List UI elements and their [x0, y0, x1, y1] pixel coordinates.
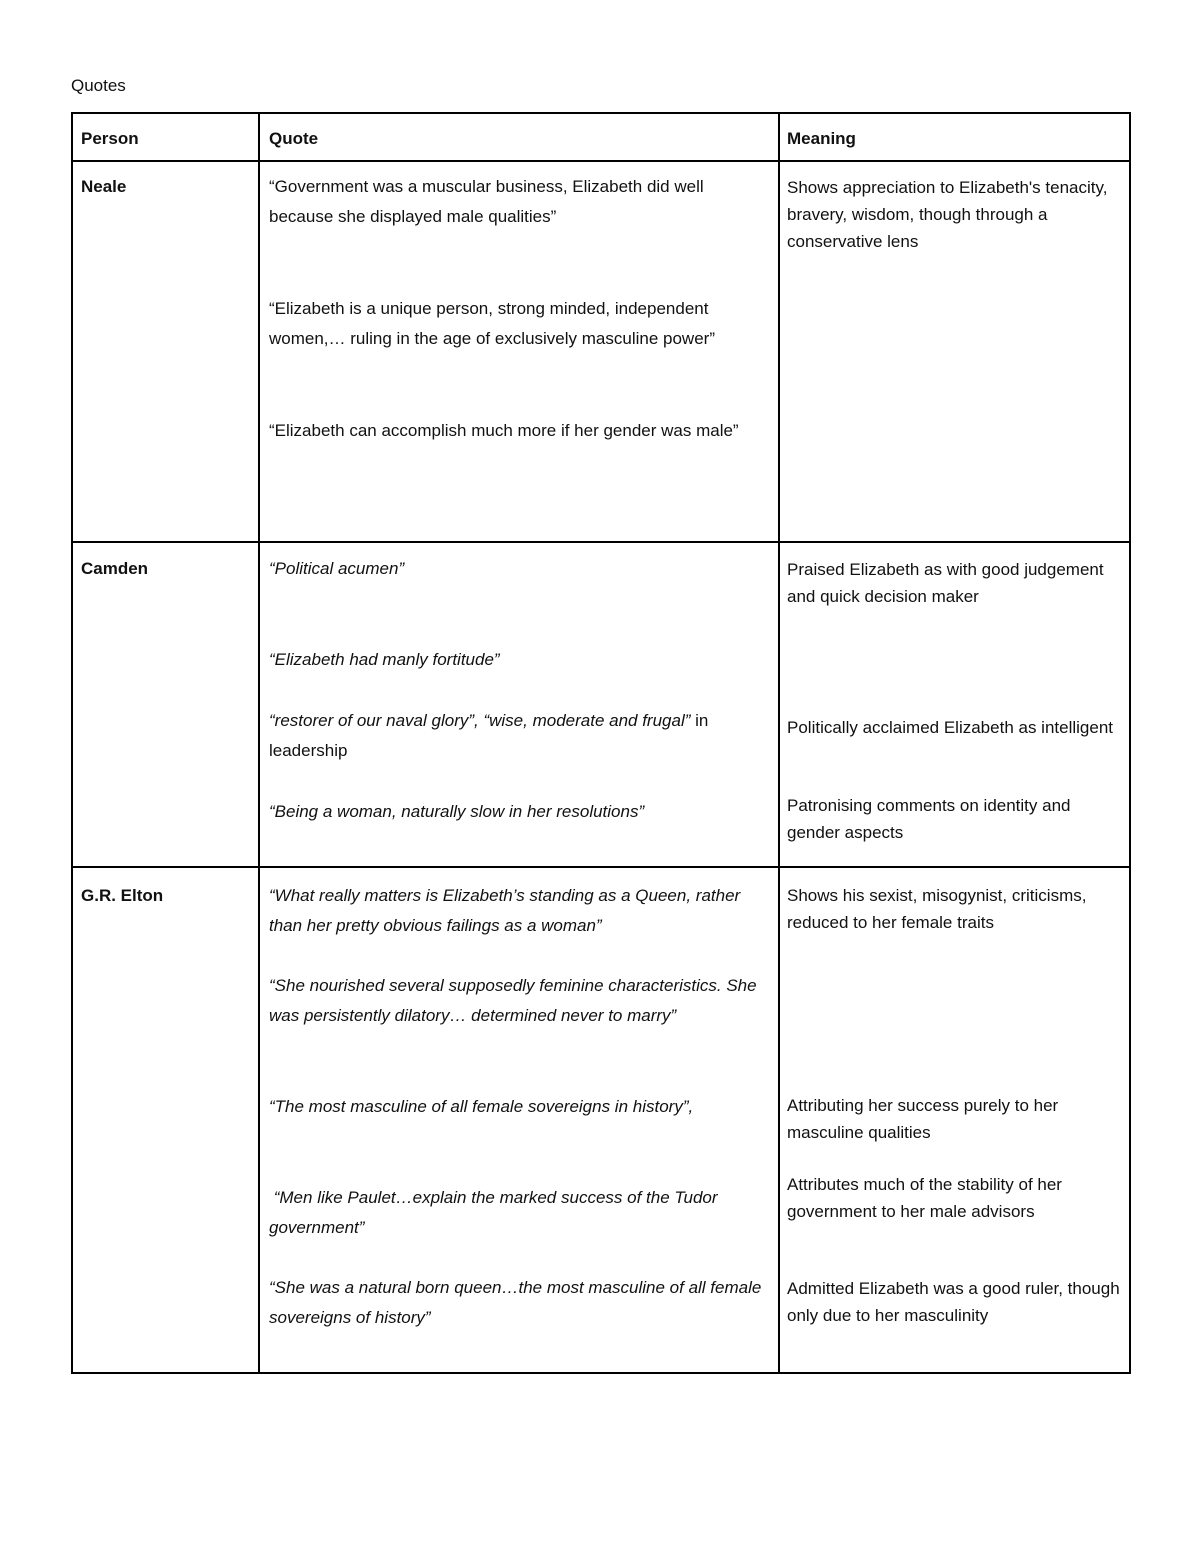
person-elton: G.R. Elton	[81, 886, 164, 905]
person-neale: Neale	[81, 177, 127, 196]
quote-text: “She was a natural born queen…the most masculine of all female sovereigns of history”	[269, 1278, 762, 1327]
quotes-table	[71, 112, 1131, 1374]
quote-text: “What really matters is Elizabeth’s standing as a Queen, rather than her pretty obvious failings as a woman”	[269, 886, 741, 935]
quote-text: “The most masculine of all female sovereigns in history”,	[269, 1097, 694, 1116]
person-camden: Camden	[81, 559, 149, 578]
quote-text: “Men like Paulet…explain the marked success of the Tudor government”	[269, 1188, 723, 1237]
meaning-text: Politically acclaimed Elizabeth as intelligent	[787, 718, 1113, 737]
quote-italic-part: “restorer of our naval glory”, “wise, moderate and frugal”	[269, 711, 691, 730]
page-title: Quotes	[71, 76, 126, 95]
meaning-text: Shows appreciation to Elizabeth's tenacity, bravery, wisdom, though through a conservative lens	[787, 178, 1108, 251]
row-divider	[73, 160, 1129, 162]
header-meaning: Meaning	[787, 129, 856, 148]
column-divider	[778, 114, 780, 1372]
quote-plain-part: in leadership	[269, 711, 709, 760]
column-divider	[258, 114, 260, 1372]
meaning-text: Admitted Elizabeth was a good ruler, though only due to her masculinity	[787, 1279, 1120, 1325]
row-divider	[73, 866, 1129, 868]
meaning-text: Attributes much of the stability of her government to her male advisors	[787, 1175, 1062, 1221]
quote-text: “Political acumen”	[269, 559, 405, 578]
meaning-text: Attributing her success purely to her masculine qualities	[787, 1096, 1059, 1142]
row-divider	[73, 541, 1129, 543]
quote-text: “She nourished several supposedly feminine characteristics. She was persistently dilatory… determined never to marry”	[269, 976, 757, 1025]
header-person: Person	[81, 129, 139, 148]
quote-text: “Government was a muscular business, Elizabeth did well because she displayed male qualities”	[269, 177, 704, 226]
quote-text: “Being a woman, naturally slow in her resolutions”	[269, 802, 645, 821]
quote-text	[269, 706, 739, 766]
meaning-text: Shows his sexist, misogynist, criticisms, reduced to her female traits	[787, 886, 1087, 932]
quote-text: “Elizabeth can accomplish much more if her gender was male”	[269, 421, 739, 440]
header-quote: Quote	[269, 129, 319, 148]
meaning-text: Patronising comments on identity and gender aspects	[787, 796, 1071, 842]
quote-text: “Elizabeth had manly fortitude”	[269, 650, 500, 669]
meaning-text: Praised Elizabeth as with good judgement and quick decision maker	[787, 560, 1104, 606]
quote-text: “Elizabeth is a unique person, strong minded, independent women,… ruling in the age of exclusively masculine power”	[269, 299, 715, 348]
